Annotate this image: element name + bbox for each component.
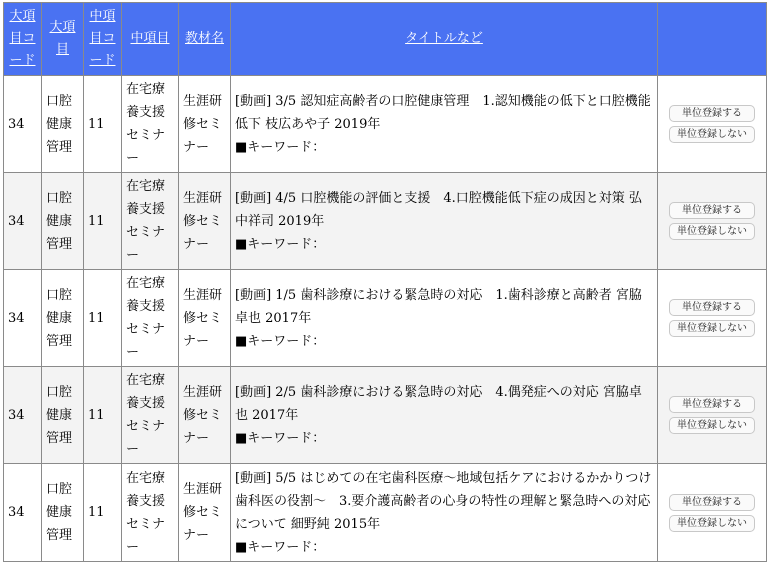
title-text: [動画] 2/5 歯科診療における緊急時の対応 4.偶発症への対応 宮脇卓也 2017年: [235, 384, 642, 423]
cell-minor: 在宅療養支援セミナー: [122, 173, 179, 270]
cell-material: 生涯研修セミナー: [179, 173, 231, 270]
cell-major-code: 34: [4, 367, 42, 464]
cell-actions: [658, 76, 767, 173]
unregister-unit-button[interactable]: 単位登録しない: [669, 223, 755, 240]
table-row: [4, 173, 767, 270]
cell-minor: 在宅療養支援セミナー: [122, 76, 179, 173]
title-text: [動画] 4/5 口腔機能の評価と支援 4.口腔機能低下症の成因と対策 弘中祥司 2019年: [235, 190, 642, 229]
header-actions: [658, 3, 767, 76]
keyword-label: ■キーワード：: [235, 139, 326, 155]
header-title[interactable]: [231, 3, 658, 76]
unregister-unit-button[interactable]: 単位登録しない: [669, 126, 755, 143]
cell-material: 生涯研修セミナー: [179, 270, 231, 367]
cell-material: 生涯研修セミナー: [179, 76, 231, 173]
keyword-label: ■キーワード：: [235, 539, 326, 555]
cell-material: 生涯研修セミナー: [179, 367, 231, 464]
cell-title: [231, 270, 658, 367]
cell-minor-code: 11: [84, 270, 122, 367]
title-text: [動画] 1/5 歯科診療における緊急時の対応 1.歯科診療と高齢者 宮脇卓也 2017年: [235, 287, 642, 326]
cell-major-code: 34: [4, 464, 42, 562]
header-major[interactable]: [42, 3, 84, 76]
cell-title: [231, 76, 658, 173]
sort-link-material[interactable]: 教材名: [184, 31, 224, 46]
header-minor-code[interactable]: [84, 3, 122, 76]
cell-actions: [658, 270, 767, 367]
keyword-label: ■キーワード：: [235, 430, 326, 446]
keyword-label: ■キーワード：: [235, 236, 326, 252]
cell-major: 口腔健康管理: [42, 464, 84, 562]
cell-major: 口腔健康管理: [42, 270, 84, 367]
title-text: [動画] 3/5 認知症高齢者の口腔健康管理 1.認知機能の低下と口腔機能低下 枝広あや子 2019年: [235, 93, 651, 132]
table-row: [4, 76, 767, 173]
cell-major-code: 34: [4, 173, 42, 270]
cell-major: 口腔健康管理: [42, 367, 84, 464]
cell-major: 口腔健康管理: [42, 76, 84, 173]
cell-actions: [658, 367, 767, 464]
sort-link-title[interactable]: タイトルなど: [405, 31, 483, 46]
register-unit-button[interactable]: 単位登録する: [669, 202, 755, 219]
cell-minor-code: 11: [84, 76, 122, 173]
unregister-unit-button[interactable]: 単位登録しない: [669, 320, 755, 337]
cell-title: [231, 464, 658, 562]
table-row: [4, 367, 767, 464]
header-minor[interactable]: [122, 3, 179, 76]
register-unit-button[interactable]: 単位登録する: [669, 396, 755, 413]
cell-major: 口腔健康管理: [42, 173, 84, 270]
sort-link-major-code[interactable]: 大項目コード: [9, 9, 36, 68]
sort-link-minor-code[interactable]: 中項目コード: [89, 9, 116, 68]
unregister-unit-button[interactable]: 単位登録しない: [669, 417, 755, 434]
header-material[interactable]: [179, 3, 231, 76]
register-unit-button[interactable]: 単位登録する: [669, 105, 755, 122]
cell-minor: 在宅療養支援セミナー: [122, 270, 179, 367]
units-table-body: [4, 76, 767, 562]
cell-minor: 在宅療養支援セミナー: [122, 464, 179, 562]
cell-title: [231, 367, 658, 464]
cell-material: 生涯研修セミナー: [179, 464, 231, 562]
cell-minor-code: 11: [84, 367, 122, 464]
title-text: [動画] 5/5 はじめての在宅歯科医療～地域包括ケアにおけるかかりつけ歯科医の役割～ 3.要介護高齢者の心身の特性の理解と緊急時への対応について 細野純 2015年: [235, 470, 652, 532]
cell-minor-code: 11: [84, 464, 122, 562]
register-unit-button[interactable]: 単位登録する: [669, 299, 755, 316]
header-major-code[interactable]: [4, 3, 42, 76]
table-row: [4, 270, 767, 367]
cell-major-code: 34: [4, 76, 42, 173]
sort-link-major[interactable]: 大項目: [49, 20, 76, 57]
cell-actions: [658, 173, 767, 270]
sort-link-minor[interactable]: 中項目: [130, 31, 170, 46]
cell-major-code: 34: [4, 270, 42, 367]
header-row: [4, 3, 767, 76]
register-unit-button[interactable]: 単位登録する: [669, 494, 755, 511]
keyword-label: ■キーワード：: [235, 333, 326, 349]
table-row: [4, 464, 767, 562]
cell-title: [231, 173, 658, 270]
units-table: [3, 2, 767, 562]
cell-actions: [658, 464, 767, 562]
unregister-unit-button[interactable]: 単位登録しない: [669, 515, 755, 532]
cell-minor-code: 11: [84, 173, 122, 270]
cell-minor: 在宅療養支援セミナー: [122, 367, 179, 464]
